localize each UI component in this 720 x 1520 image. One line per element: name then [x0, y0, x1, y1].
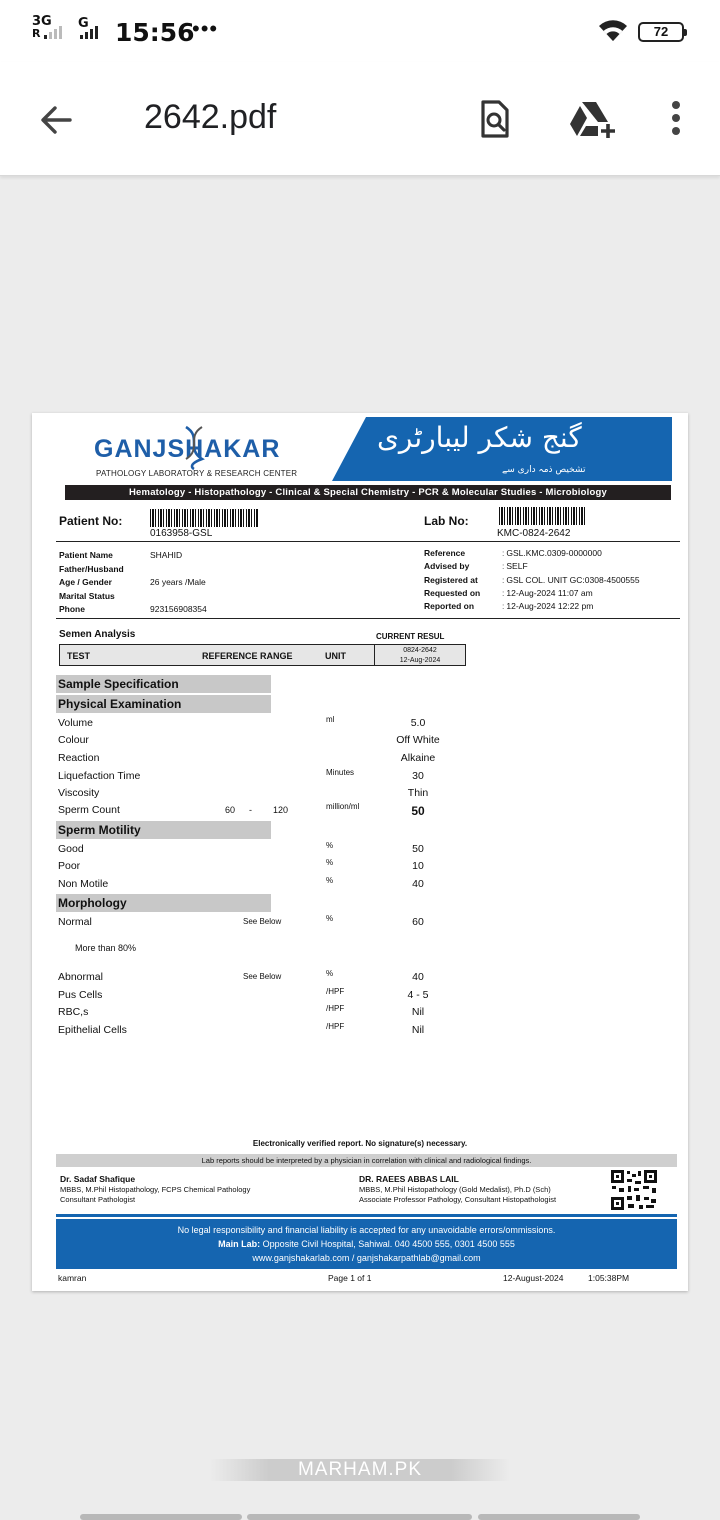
- clock: 15:56: [115, 18, 195, 47]
- urdu-title: گنج شکر لیبارٹری: [377, 421, 582, 454]
- status-bar: [0, 0, 720, 62]
- patient-no-label: Patient No:: [59, 514, 123, 528]
- table-row: Viscosity Thin: [58, 787, 429, 799]
- signal-strength-icon: [44, 26, 62, 39]
- section-morphology: Morphology: [56, 894, 271, 912]
- wifi-icon: [597, 19, 629, 43]
- network-g-indicator: G: [78, 16, 89, 31]
- document-title: 2642.pdf: [144, 98, 277, 136]
- table-row: Volume ml 5.0: [58, 715, 426, 729]
- pdf-page[interactable]: [32, 413, 688, 1291]
- section-sample-specification: Sample Specification: [56, 675, 271, 693]
- section-physical-examination: Physical Examination: [56, 695, 271, 713]
- table-header: [59, 644, 375, 666]
- nav-bar-segment: [247, 1514, 472, 1520]
- dna-logo-icon: [182, 425, 206, 471]
- patient-info-labels: Patient Name Father/Husband Age / Gender Marital Status Phone: [59, 550, 124, 614]
- table-row: Colour Off White: [58, 734, 440, 746]
- add-to-drive-icon[interactable]: [568, 100, 618, 140]
- doctor-2: DR. RAEES ABBAS LAIL MBBS, M.Phil Histopathology (Gold Medalist), Ph.D (Sch) Associate Professor Pathology, Consultant Histopathologist: [359, 1174, 557, 1204]
- footer-banner: No legal responsibility and financial liability is accepted for any unavoidable errors/ommissions. Main Lab: Opposite Civil Hospital, Sahiwal. 040 4500 555, 0301 4500 555 www.ganjshakarlab.com / ganjshakarpathlab@gmail.com: [56, 1219, 677, 1269]
- result-id-box: 0824-2642 12-Aug-2024: [374, 644, 466, 666]
- reference-info-labels: Reference Advised by Registered at Requested on Reported on: [424, 548, 481, 612]
- col-test: TEST: [67, 651, 91, 661]
- battery-indicator: 72: [638, 22, 684, 42]
- footer-time: 1:05:38PM: [588, 1273, 630, 1283]
- table-row: Good % 50: [58, 841, 424, 855]
- col-range: REFERENCE RANGE: [202, 651, 293, 661]
- departments-bar: Hematology - Histopathology - Clinical & Special Chemistry - PCR & Molecular Studies - Microbiology: [65, 485, 671, 500]
- table-row: Sperm Count 60 - 120 million/ml 50: [58, 802, 425, 818]
- watermark: MARHAM.PK: [210, 1459, 510, 1481]
- section-sperm-motility: Sperm Motility: [56, 821, 271, 839]
- lab-no-label: Lab No:: [424, 514, 469, 528]
- patient-info-values: SHAHID 26 years /Male 923156908354: [150, 550, 207, 614]
- table-row: Non Motile % 40: [58, 876, 424, 890]
- patient-no: 0163958-GSL: [150, 528, 213, 539]
- footer-page-number: Page 1 of 1: [328, 1273, 372, 1283]
- qr-code-icon: [610, 1169, 658, 1211]
- table-row: Pus Cells /HPF 4 - 5: [58, 987, 429, 1001]
- logo-subtitle: PATHOLOGY LABORATORY & RESEARCH CENTER: [96, 469, 298, 478]
- lab-no: KMC-0824-2642: [497, 528, 571, 539]
- col-unit: UNIT: [325, 651, 346, 661]
- patient-barcode: [150, 509, 258, 527]
- divider: [56, 541, 680, 542]
- lab-barcode: [499, 507, 587, 525]
- table-row: Epithelial Cells /HPF Nil: [58, 1022, 425, 1036]
- verification-note: Electronically verified report. No signature(s) necessary.: [252, 1139, 468, 1148]
- nav-bar-segment: [478, 1514, 640, 1520]
- interpretation-note: Lab reports should be interpreted by a physician in correlation with clinical and radiological findings.: [56, 1154, 677, 1167]
- table-row: Reaction Alkaine: [58, 752, 436, 764]
- back-arrow-icon[interactable]: [36, 100, 76, 140]
- table-row: Poor % 10: [58, 858, 424, 872]
- table-row: Liquefaction Time Minutes 30: [58, 768, 424, 782]
- test-title: Semen Analysis: [59, 629, 136, 640]
- more-options-icon[interactable]: [660, 98, 692, 138]
- divider: [56, 618, 680, 619]
- lab-logo: GANJSHAKAR: [94, 435, 281, 463]
- table-row: Normal See Below % 60: [58, 914, 424, 928]
- footer-user: kamran: [58, 1273, 87, 1283]
- nav-bar-segment: [80, 1514, 242, 1520]
- reference-info-values: : GSL.KMC.0309-0000000 : SELF : GSL COL. UNIT GC:0308-4500555 : 12-Aug-2024 11:07 am : 12-Aug-2024 12:22 pm: [502, 547, 640, 613]
- signal-strength-icon-2: [80, 26, 98, 39]
- network-3g-indicator: 3G R: [32, 14, 52, 40]
- normal-note: More than 80%: [75, 943, 137, 953]
- table-row: Abnormal See Below % 40: [58, 969, 424, 983]
- search-document-icon[interactable]: [475, 98, 515, 140]
- app-bar: [0, 62, 720, 176]
- doctor-1: Dr. Sadaf Shafique MBBS, M.Phil Histopathology, FCPS Chemical Pathology Consultant Pathologist: [60, 1174, 251, 1204]
- table-row: RBC,s /HPF Nil: [58, 1004, 425, 1018]
- notification-dots: •••: [192, 16, 219, 41]
- current-result-label: CURRENT RESUL: [376, 632, 445, 641]
- urdu-tagline: تشخیص ذمہ داری سے: [502, 465, 586, 475]
- footer-date: 12-August-2024: [503, 1273, 564, 1283]
